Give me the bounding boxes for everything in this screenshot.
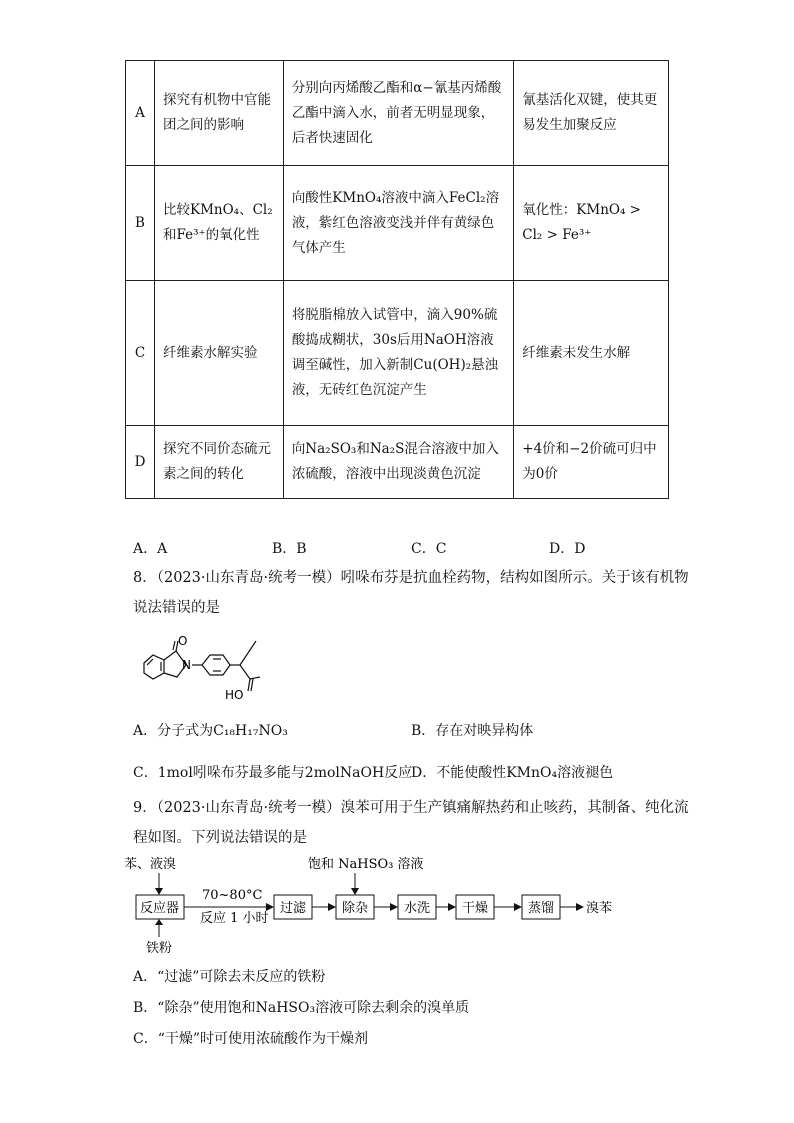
q7-option-d[interactable]: D．D xyxy=(549,541,586,557)
experiment-table xyxy=(125,60,669,499)
row-label: B xyxy=(126,166,155,281)
purification-flowchart xyxy=(118,855,638,955)
flow-step-dry: 干燥 xyxy=(462,901,489,916)
q8-option-b[interactable]: B．存在对映异构体 xyxy=(411,723,534,739)
q9-option-b[interactable]: B．“除杂”使用饱和NaHSO₃溶液可除去剩余的溴单质 xyxy=(133,1000,470,1016)
struct-ho-label: HO xyxy=(225,688,244,702)
q7-option-a[interactable]: A．A xyxy=(133,541,168,557)
row-label: A xyxy=(126,61,155,166)
table-row xyxy=(126,426,669,499)
flow-condition-temp: 70~80°C xyxy=(202,888,263,903)
row-purpose: 纤维素水解实验 xyxy=(154,281,283,426)
flow-reactor: 反应器 xyxy=(140,901,180,916)
row-operation: 向酸性KMnO₄溶液中滴入FeCl₂溶液，紫红色溶液变浅并伴有黄绿色气体产生 xyxy=(283,166,513,281)
flow-input-bottom: 铁粉 xyxy=(146,941,173,955)
q9-option-a[interactable]: A．“过滤”可除去未反应的铁粉 xyxy=(133,969,326,985)
flow-step-wash: 水洗 xyxy=(404,901,431,916)
flow-condition-time: 反应 1 小时 xyxy=(200,911,269,926)
flow-step-distill: 蒸馏 xyxy=(528,901,555,916)
row-purpose: 探究不同价态硫元素之间的转化 xyxy=(154,426,283,499)
q8-option-a[interactable]: A．分子式为C₁₈H₁₇NO₃ xyxy=(133,723,288,739)
struct-o-label: O xyxy=(178,634,188,648)
q8-option-c[interactable]: C．1mol吲哚布芬最多能与2molNaOH反应 xyxy=(133,765,413,781)
q9-stem-cont: 程如图。下列说法错误的是 xyxy=(133,830,307,846)
q9-stem: 9．（2023·山东青岛·统考一模）溴苯可用于生产镇痛解热药和止咳药，其制备、纯化流 xyxy=(133,800,689,816)
struct-n-label: N xyxy=(182,658,191,672)
flow-input-top: 苯、液溴 xyxy=(124,857,177,872)
q7-option-b[interactable]: B．B xyxy=(272,541,307,557)
flow-product: 溴苯 xyxy=(586,901,613,916)
row-conclusion: 纤维素未发生水解 xyxy=(514,281,669,426)
flow-step-purify: 除杂 xyxy=(342,901,369,916)
q8-stem-cont: 说法错误的是 xyxy=(133,600,220,616)
q9-option-c[interactable]: C．“干燥”时可使用浓硫酸作为干燥剂 xyxy=(133,1031,369,1047)
q8-option-d[interactable]: D．不能使酸性KMnO₄溶液褪色 xyxy=(411,765,614,781)
table-row xyxy=(126,61,669,166)
row-conclusion: 氰基活化双键，使其更易发生加聚反应 xyxy=(514,61,669,166)
row-operation: 分别向丙烯酸乙酯和α−氰基丙烯酸乙酯中滴入水，前者无明显现象，后者快速固化 xyxy=(283,61,513,166)
row-operation: 将脱脂棉放入试管中，滴入90%硫酸捣成糊状，30s后用NaOH溶液调至碱性，加入新制Cu(OH)₂悬浊液，无砖红色沉淀产生 xyxy=(283,281,513,426)
indobufen-structure xyxy=(140,633,290,703)
row-label: C xyxy=(126,281,155,426)
flow-step-filter: 过滤 xyxy=(280,901,307,916)
row-purpose: 探究有机物中官能团之间的影响 xyxy=(154,61,283,166)
row-conclusion: +4价和−2价硫可归中为0价 xyxy=(514,426,669,499)
q7-option-c[interactable]: C．C xyxy=(411,541,447,557)
row-conclusion: 氧化性：KMnO₄ > Cl₂ > Fe³⁺ xyxy=(514,166,669,281)
q8-stem: 8．（2023·山东青岛·统考一模）吲哚布芬是抗血栓药物，结构如图所示。关于该有机物 xyxy=(133,570,689,586)
table-row xyxy=(126,166,669,281)
row-operation: 向Na₂SO₃和Na₂S混合溶液中加入浓硫酸，溶液中出现淡黄色沉淀 xyxy=(283,426,513,499)
table-row xyxy=(126,281,669,426)
row-label: D xyxy=(126,426,155,499)
flow-additive: 饱和 NaHSO₃ 溶液 xyxy=(308,857,424,872)
row-purpose: 比较KMnO₄、Cl₂和Fe³⁺的氧化性 xyxy=(154,166,283,281)
